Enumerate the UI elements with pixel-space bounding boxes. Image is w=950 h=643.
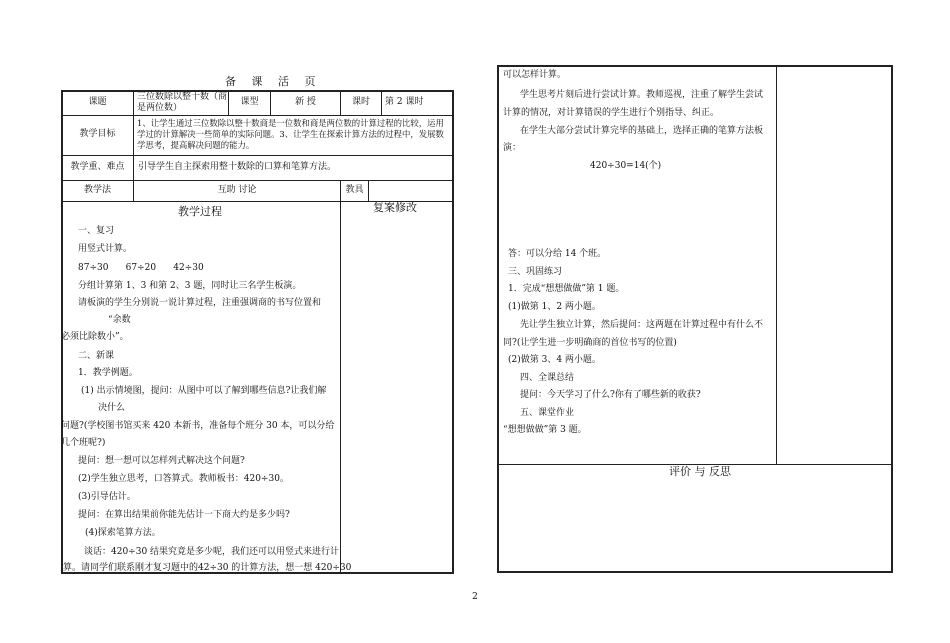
goal-value: 1、让学生通过三位数除以整十数商是一位数和商是两位数的计算过程的比较，运用学过的计算解决一些简单的实际问题。3、让学生在探索计算方法的过程中，发展数学思考，提高解决问题的能力。 — [137, 118, 444, 150]
process-line: 先让学生独立计算，然后提问：这两题在计算过程中有什么不 — [520, 320, 764, 330]
process-line: 在学生大部分尝试计算完毕的基础上，选择正确的笔算方法板 — [520, 126, 764, 136]
process-line: (3)引导估计。 — [78, 492, 136, 502]
process-line: “余数 — [108, 315, 131, 325]
type-label: 课型 — [240, 97, 259, 107]
process-line: 87÷30 67÷20 42÷30 — [78, 263, 204, 273]
key-points-label: 教学重、难点 — [70, 162, 125, 172]
process-header: 教学过程 — [178, 205, 222, 218]
board-equation: 420÷30=14(个) — [590, 161, 662, 171]
process-line: 问题?(学校图书馆买来 420 本新书，准备每个班分 30 本，可以分给 — [61, 421, 335, 431]
page-number: 2 — [472, 592, 478, 602]
process-line: 答：可以分给 14 个班。 — [508, 249, 607, 259]
period-label: 课时 — [351, 97, 370, 107]
process-line: 二、新课 — [78, 351, 115, 361]
process-line: “想想做做”第 3 题。 — [503, 425, 587, 435]
process-line: 五、课堂作业 — [520, 408, 575, 418]
period-value: 第 2 课时 — [385, 97, 424, 107]
method-value: 互助 讨论 — [217, 185, 257, 195]
key-points-value: 引导学生自主探索用整十数除的口算和笔算方法。 — [138, 162, 337, 172]
process-line: (4)探索笔算方法。 — [85, 528, 161, 538]
process-line: 提问：今天学习了什么?你有了哪些新的收获? — [520, 390, 701, 400]
process-line: 1．教学例题。 — [78, 368, 138, 378]
process-line: 提问：在算出结果前你能先估计一下商大约是多少吗? — [78, 510, 290, 520]
process-line: 计算的情况，对计算错误的学生进行个别指导、纠正。 — [503, 108, 720, 118]
topic-label: 课题 — [88, 97, 107, 107]
process-line: (2)做第 3、4 两小题。 — [508, 355, 601, 365]
process-line: 1．完成“想想做做”第 1 题。 — [508, 284, 625, 294]
process-line: 可以怎样计算。 — [503, 70, 567, 80]
process-line: 请板演的学生分别说一说计算过程，注重强调商的书写位置和 — [78, 298, 322, 308]
process-line: 四、全课总结 — [520, 373, 575, 383]
revision-header: 复案修改 — [373, 201, 417, 214]
goal-label: 教学目标 — [79, 129, 116, 139]
process-line: 分组计算第 1、3 和第 2、3 题，同时让三名学生板演。 — [78, 281, 302, 291]
process-line: 提问：想一想可以怎样列式解决这个问题? — [78, 456, 245, 466]
process-line: 演： — [503, 143, 522, 153]
process-line: 一、复习 — [78, 226, 115, 236]
process-line: 决什么 — [98, 403, 126, 413]
process-line: 谈话：420÷30 结果究竟是多少呢，我们还可以用竖式来进行计 — [84, 547, 340, 557]
evaluation-header: 评价 与 反思 — [669, 465, 731, 478]
process-line: 必须比除数小”。 — [61, 332, 129, 342]
process-line: (2)学生独立思考，口答算式。教师板书：420÷30。 — [78, 474, 289, 484]
process-line: 几个班呢?) — [61, 438, 106, 448]
process-line: (1)做第 1、2 两小题。 — [508, 302, 601, 312]
process-line: 用竖式计算。 — [78, 244, 133, 254]
method-label: 教学法 — [83, 185, 111, 195]
process-line: 同?(让学生进一步明确商的首位书写的位置) — [503, 338, 677, 348]
lesson-sheet-title: 备 课 活 页 — [225, 75, 322, 88]
topic-value: 三位数除以整十数（商是两位数） — [137, 92, 228, 113]
process-line: 三、巩固练习 — [508, 267, 563, 277]
process-line: (1) 出示情境图，提问：从图中可以了解到哪些信息?让我们解 — [81, 386, 327, 396]
type-value: 新 授 — [295, 97, 316, 107]
tools-label: 教具 — [345, 185, 364, 195]
process-line: 学生思考片刻后进行尝试计算。教师巡视，注重了解学生尝试 — [520, 90, 764, 100]
process-line: 算。请同学们联系刚才复习题中的42÷30 的计算方法，想一想 420÷30 — [63, 563, 352, 573]
